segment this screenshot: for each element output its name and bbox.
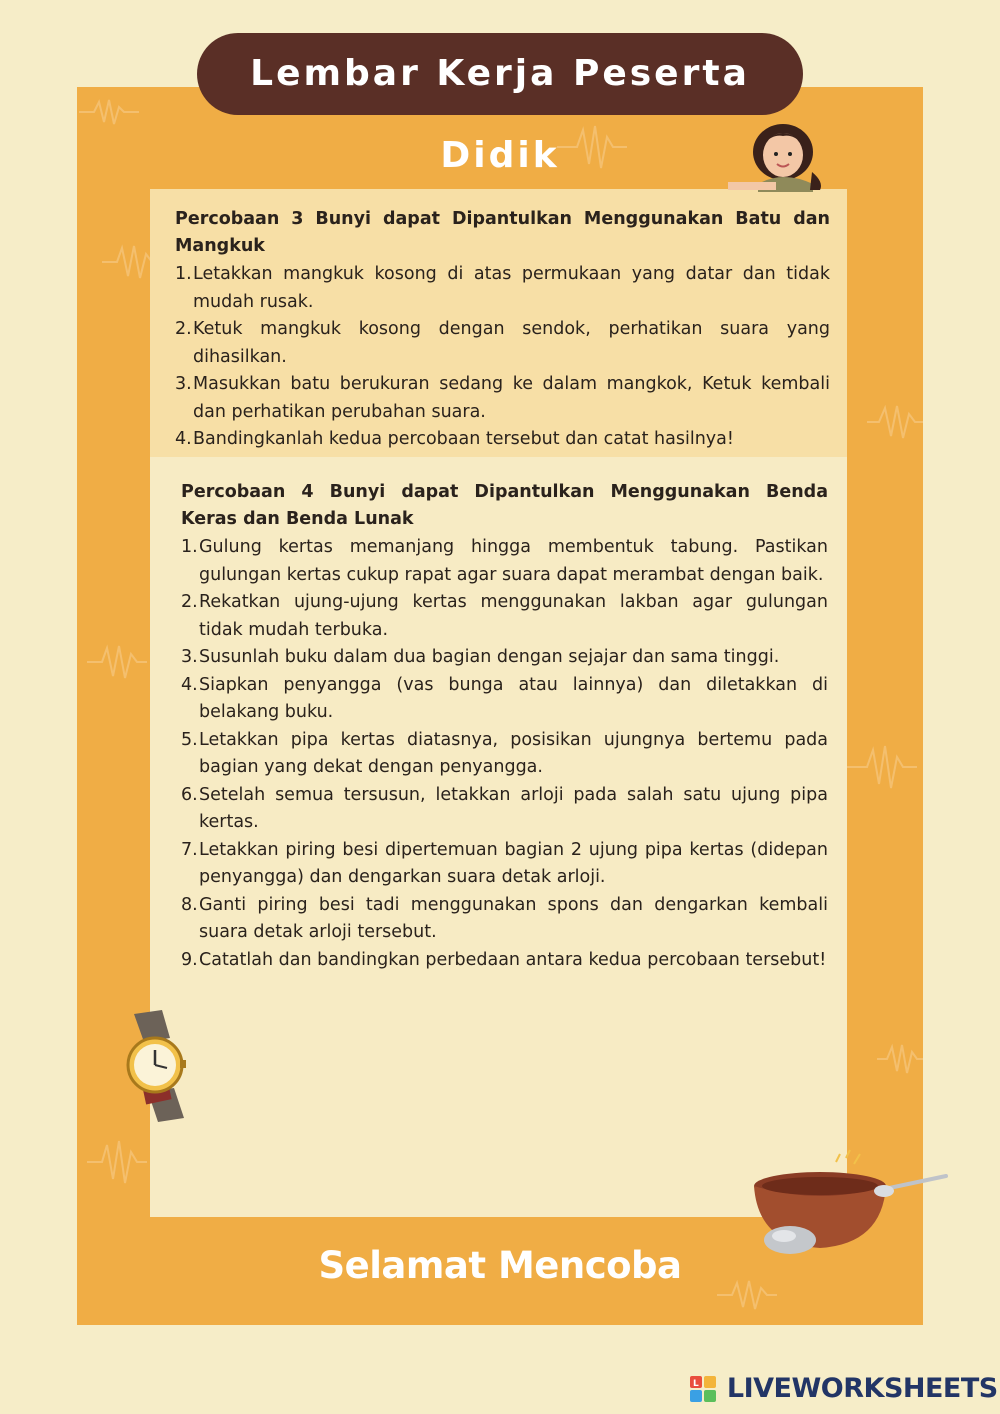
page-title: Lembar Kerja Peserta Didik [197,33,803,115]
liveworksheets-logo [690,1376,716,1402]
step-text: Bandingkanlah kedua percobaan tersebut dan catat hasilnya! [193,429,734,449]
step-text: Siapkan penyangga (vas bunga atau lainnya) dan diletakkan di belakang buku. [199,674,828,722]
logo-letter: L [693,1378,699,1389]
step-number: 2. [181,592,198,612]
step-text: Letakkan piring besi dipertemuan bagian 2 ujung pipa kertas (didepan penyangga) dan dengarkan suara detak arloji. [199,839,828,887]
section-title: Percobaan 4 Bunyi dapat Dipantulkan Menggunakan Benda Keras dan Benda Lunak [181,482,828,529]
step-text: Ganti piring besi tadi menggunakan spons dan dengarkan kembali suara detak arloji tersebut. [199,894,828,942]
list-item [181,589,828,644]
list-item [181,644,828,672]
list-item [181,534,828,589]
step-text: Susunlah buku dalam dua bagian dengan sejajar dan sama tinggi. [199,647,780,667]
list-item [181,837,828,892]
section-percobaan-3 [175,206,830,454]
liveworksheets-brand[interactable] [690,1372,998,1408]
step-text: Catatlah dan bandingkan perbedaan antara kedua percobaan tersebut! [199,949,827,970]
list-item [181,727,828,782]
teacher-illustration [728,122,828,192]
step-number: 8. [181,894,198,915]
brand-name: LIVEWORKSHEETS [726,1373,998,1404]
step-number: 1. [175,264,192,284]
step-number: 7. [181,839,198,860]
section-percobaan-4 [181,479,828,974]
sound-wave-decoration [79,97,139,127]
sound-wave-decoration [557,122,627,172]
list-item [181,672,828,727]
step-number: 5. [181,729,198,750]
step-number: 6. [181,784,198,805]
step-number: 4. [175,429,192,449]
step-text: Letakkan mangkuk kosong di atas permukaan yang datar dan tidak mudah rusak. [193,264,830,312]
step-text: Rekatkan ujung-ujung kertas menggunakan lakban agar gulungan tidak mudah terbuka. [199,592,828,640]
wristwatch-illustration [122,1010,194,1122]
list-item [175,426,830,454]
step-text: Gulung kertas memanjang hingga membentuk tabung. Pastikan gulungan kertas cukup rapat agar suara dapat merambat dengan baik. [199,537,828,585]
sound-wave-decoration [867,402,923,442]
step-number: 1. [181,537,198,557]
sound-wave-decoration [87,1137,147,1187]
sound-wave-decoration [87,642,147,682]
step-number: 3. [181,647,198,667]
step-text: Masukkan batu berukuran sedang ke dalam mangkok, Ketuk kembali dan perhatikan perubahan suara. [193,374,830,422]
step-text: Setelah semua tersusun, letakkan arloji pada salah satu ujung pipa kertas. [199,784,828,832]
sound-wave-decoration [847,742,917,792]
sound-wave-decoration [877,1042,923,1076]
list-item [175,261,830,316]
step-number: 3. [175,374,192,394]
step-number: 4. [181,674,198,695]
closing-text: Selamat Mencoba [318,1244,682,1287]
bowl-stone-spoon-illustration [750,1148,950,1256]
step-text: Letakkan pipa kertas diatasnya, posisikan ujungnya bertemu pada bagian yang dekat dengan penyangga. [199,729,828,777]
list-item [175,371,830,426]
step-number: 9. [181,949,198,970]
list-item [181,947,828,975]
step-text: Ketuk mangkuk kosong dengan sendok, perhatikan suara yang dihasilkan. [193,319,830,367]
section-title: Percobaan 3 Bunyi dapat Dipantulkan Menggunakan Batu dan Mangkuk [175,209,830,256]
list-item [181,782,828,837]
step-number: 2. [175,319,192,339]
list-item [175,316,830,371]
steps-list [181,534,828,974]
list-item [181,892,828,947]
steps-list [175,261,830,454]
